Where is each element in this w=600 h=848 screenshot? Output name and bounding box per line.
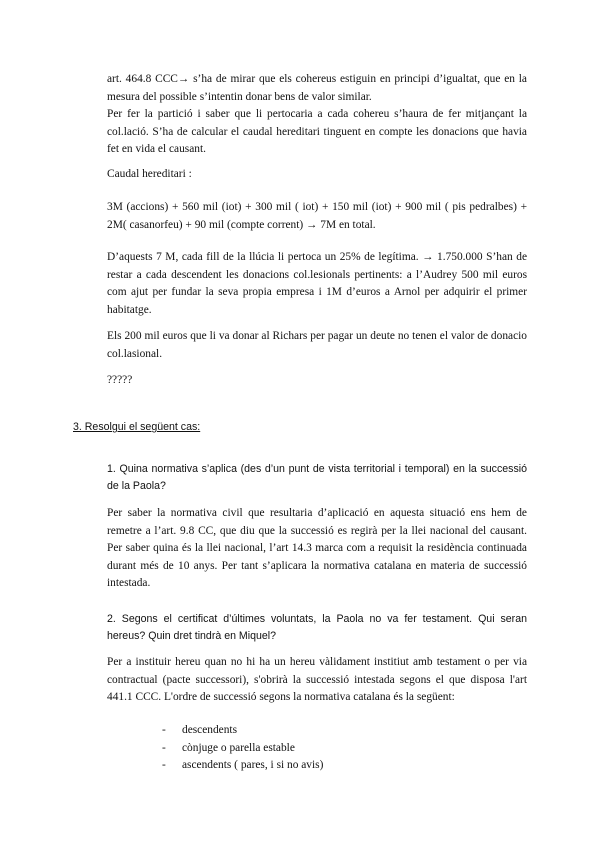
answer-1: Per saber la normativa civil que resultaria d’aplicació en aquesta situació ens hem de remetre a l’art. 9.8 CC, que diu que la successió es regirà per la llei nacional del causant. Per saber quina és la llei nacional, l’art 14.3 marca com a requisit la residència continuada durant més de 10 anys. Per tant s’aplicara la normativa catalana en materia de successió intestada. <box>107 507 527 589</box>
answer-2: Per a instituir hereu quan no hi ha un hereu vàlidament institiut amb testament o per via contractual (pacte successori), s'obrirà la successió intestada segons el que disposa l'art 441.1 CCC. L'ordre de successió segons la normativa catalana és la següent: <box>107 656 527 703</box>
paragraph-richars: Els 200 mil euros que li va donar al Richars per pagar un deute no tenen el valor de donacio col.lasional. <box>107 330 527 360</box>
list-bullet: - <box>162 724 166 736</box>
paragraph-caudal-sum: 3M (accions) + 560 mil (iot) + 300 mil ( iot) + 150 mil (iot) + 900 mil ( pis pedralbes) + 2M( casanorfeu) + 90 mil (compte corrent) → 7M en total. <box>107 201 527 231</box>
list-item: - ascendents ( pares, i si no avis) <box>162 757 323 775</box>
paragraph-legitima: D’aquests 7 M, cada fill de la llúcia li pertoca un 25% de legítima. → 1.750.000 S’han de restar a cada descendent les donacions col.lesionals pertinents: a l’Audrey 500 mil euros com ajut per fundar la seva propia empresa i 1M d’euros a Arnol per adquirir el primer habitatge. <box>107 251 527 316</box>
question-1: 1. Quina normativa s’aplica (des d’un punt de vista territorial i temporal) en la successió de la Paola? <box>107 463 527 492</box>
list-item: - cònjuge o parella estable <box>162 740 323 758</box>
list-bullet: - <box>162 759 166 771</box>
succession-order-list <box>162 722 323 775</box>
paragraph-caudal-label: Caudal hereditari : <box>107 168 192 180</box>
paragraph-particio: Per fer la partició i saber que li pertocaria a cada cohereu s’haura de fer mitjançant la col.lació. S’ha de calcular el caudal hereditari tinguent en compte les donacions que havia fet en vida el causant. <box>107 108 527 155</box>
list-item: - descendents <box>162 722 323 740</box>
question-2: 2. Segons el certificat d’últimes voluntats, la Paola no va fer testament. Qui seran hereus? Quin dret tindrà en Miquel? <box>107 613 527 642</box>
list-bullet: - <box>162 741 166 754</box>
paragraph-question-marks: ????? <box>107 374 133 386</box>
paragraph-article-464: art. 464.8 CCC→ s’ha de mirar que els cohereus estiguin en principi d’igualtat, que en la mesura del possible s’intentin donar bens de valor similar. <box>107 73 527 103</box>
section-heading: 3. Resolgui el següent cas: <box>73 421 201 433</box>
